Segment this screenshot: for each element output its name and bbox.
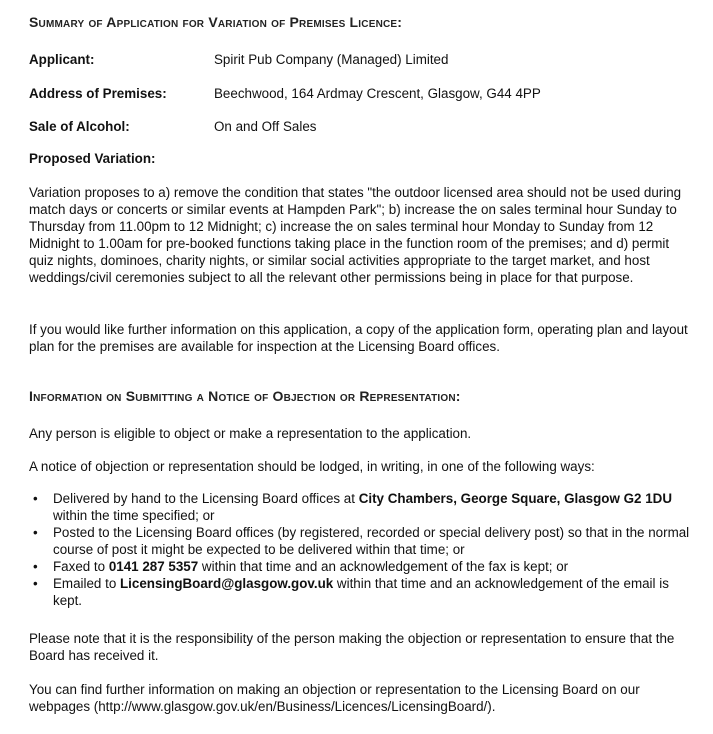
list-item: [29, 490, 697, 524]
list-item: [29, 575, 697, 609]
further-info-text: You can find further information on making an objection or representation to the Licensing Board on our webpages (http://www.glasgow.gov.uk/en/Business/Licences/LicensingBoard/).: [29, 682, 640, 714]
summary-heading: Summary of Application for Variation of Premises Licence:: [29, 14, 403, 30]
delivery-methods-list: [29, 490, 697, 609]
city-chambers-address: City Chambers, George Square, Glasgow G2 1DU: [358, 491, 672, 506]
bullet3-post: within that time and an acknowledgement of the fax is kept; or: [198, 559, 569, 574]
bullet4-post: within that time and an acknowledgement of the email is kept.: [53, 576, 669, 608]
address-label: Address of Premises:: [29, 86, 167, 101]
list-item: [29, 558, 697, 575]
bullet1-post: within the time specified; or: [53, 508, 215, 523]
applicant-value: Spirit Pub Company (Managed) Limited: [214, 52, 449, 67]
ways-text: A notice of objection or representation should be lodged, in writing, in one of the following ways:: [29, 459, 595, 474]
bullet2-text: Posted to the Licensing Board offices (by registered, recorded or special delivery post) so that in the normal course of post it might be expected to be delivered within that time; or: [53, 525, 690, 557]
email-address: LicensingBoard@glasgow.gov.uk: [120, 576, 334, 591]
note-text: Please note that it is the responsibility of the person making the objection or representation to ensure that the Board has received it.: [29, 631, 675, 663]
variation-text: Variation proposes to a) remove the condition that states "the outdoor licensed area should not be used during match days or concerts or similar events at Hampden Park"; b) increase the on sales terminal hour Sunday to Thursday from 11.00pm to 12 Midnight; c) increase the on sales terminal hour Monday to Sunday from 12 Midnight to 1.00am for pre-booked functions taking place in the function room of the premises; and d) permit quiz nights, dominoes, charity nights, or similar social activities appropriate to the target market, and host weddings/civil ceremonies subject to all the relevant other permissions being in place for that purpose.: [29, 185, 682, 285]
alcohol-label: Sale of Alcohol:: [29, 119, 130, 134]
applicant-label: Applicant:: [29, 52, 95, 67]
alcohol-value: On and Off Sales: [214, 119, 317, 134]
eligible-text: Any person is eligible to object or make a representation to the application.: [29, 426, 472, 441]
info-text: If you would like further information on this application, a copy of the application form, operating plan and layout plan for the premises are available for inspection at the Licensing Board offices.: [29, 322, 688, 354]
list-item: [29, 524, 697, 558]
variation-label: Proposed Variation:: [29, 151, 156, 166]
bullet4-pre: Emailed to: [53, 576, 120, 591]
address-value: Beechwood, 164 Ardmay Crescent, Glasgow, G44 4PP: [214, 86, 541, 101]
fax-number: 0141 287 5357: [108, 559, 199, 574]
bullet3-pre: Faxed to: [53, 559, 109, 574]
objection-heading: Information on Submitting a Notice of Objection or Representation:: [29, 388, 461, 404]
bullet1-pre: Delivered by hand to the Licensing Board offices at: [53, 491, 359, 506]
